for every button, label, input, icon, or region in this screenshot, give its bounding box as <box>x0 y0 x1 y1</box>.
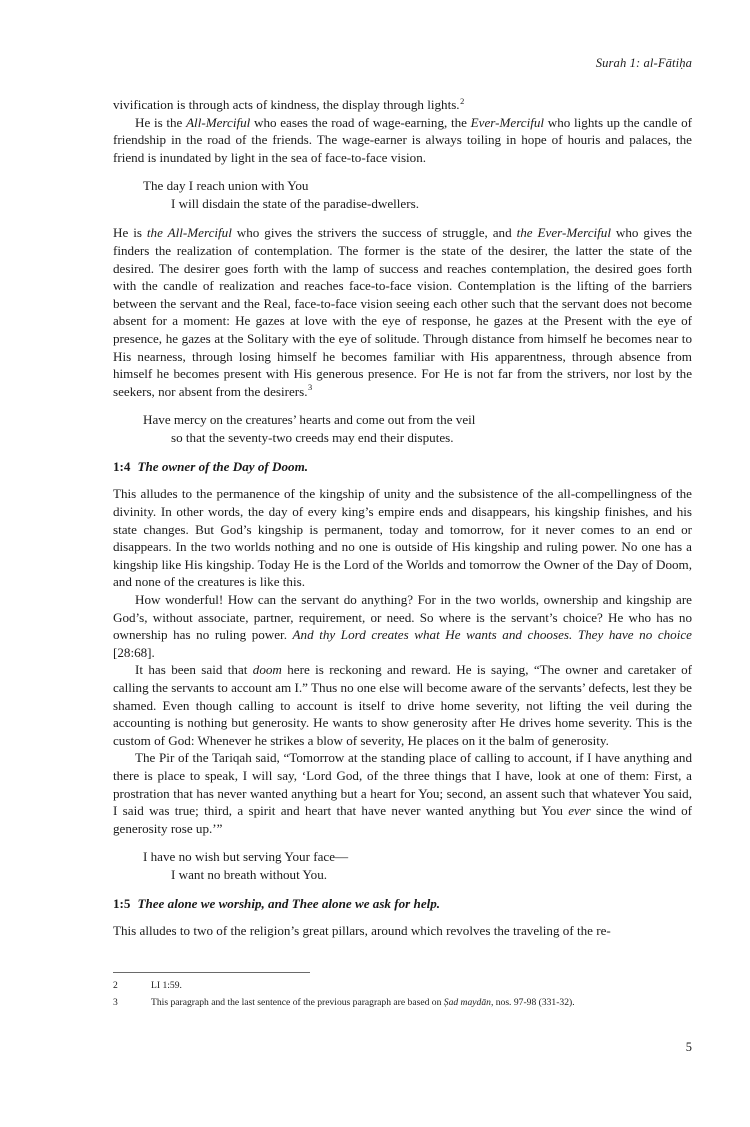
footnote-area <box>113 972 692 1012</box>
footnote-item <box>113 979 692 993</box>
verse-line: I will disdain the state of the paradise-dwellers. <box>171 196 419 212</box>
verse-line: The day I reach union with You <box>143 178 309 194</box>
footnote-number: 2 <box>113 980 118 991</box>
emphasis-doom: doom <box>252 662 282 678</box>
text-segment: who eases the road of wage-earning, the <box>250 114 471 130</box>
text-segment: He is the <box>135 114 187 130</box>
text-segment: who gives the strivers the success of struggle, and <box>231 225 517 241</box>
footnote-text: This paragraph and the last sentence of the previous paragraph are based on <box>151 996 444 1008</box>
footnote-source-title: Ṣad maydān <box>443 996 491 1008</box>
text-segment: [28:68]. <box>113 644 155 660</box>
verse-line: so that the seventy-two creeds may end their disputes. <box>171 430 454 446</box>
text-segment: here is reckoning and reward. He is saying, “The owner and caretaker of calling the servants to account am I.” Thus no one else will become aware of the servants’ defects, lest they be shamed. Even though calling to account is itself to drive home severity, not lifting the veil during the accounting is nothing but generosity. He wants to show generosity after He drives home severity. This is the custom of God: Whenever he strikes a blow of severity, He places on it the balm of generosity. <box>113 662 692 748</box>
text-segment: How wonderful! How can the servant do anything? For in the two worlds, ownership and kingship are God’s, without associate, partner, requirement, or need. So where is the servant’s choice? He who has no ownership has no ruling power. <box>113 591 692 643</box>
text-segment: The Pir of the Tariqah said, “Tomorrow at the standing place of calling to account, if I have anything and there is place to speak, I will say, ‘Lord God, of the three things that I have, look at one of them: First, a prostration that has never wanted anything but a heart for You; second, an assent such that whatever You said, I said was true; third, a spirit and heart that have never wanted anything but You <box>113 750 692 819</box>
verse-line: Have mercy on the creatures’ hearts and come out from the veil <box>143 412 476 428</box>
footnote-text: LI 1:59. <box>151 980 182 991</box>
ayah-number: 1:5 <box>113 896 131 912</box>
verse-line: I have no wish but serving Your face— <box>143 849 349 865</box>
ayah-heading-1-5 <box>113 896 692 912</box>
footnote-text: , nos. 97-98 (331-32). <box>490 996 575 1008</box>
text-segment: It has been said that <box>135 662 253 678</box>
footnote-item <box>113 996 692 1010</box>
footnote-marker-2[interactable]: 2 <box>460 96 465 106</box>
page-text-block <box>113 96 692 940</box>
footnote-marker-3[interactable]: 3 <box>308 383 313 393</box>
paragraph-permanence-of-kingship: This alludes to the permanence of the kingship of unity and the subsistence of the all-compellingness of the divinity. In other words, the day of every king’s empire ends and disappears, his kingship finishes, and his state changes. But God’s kingship is permanent, today and tomorrow, for it never comes to an end or disappears. In the two worlds nothing and no one is outside of His kingship and ruling power. No one has a kingship like His kingship. Today He is the Lord of the Worlds and tomorrow the Owner of the Day of Doom, and none of the creatures is like this. <box>113 486 692 590</box>
verse-block-have-mercy <box>113 411 692 447</box>
text-segment: who gives the finders the realization of contemplation. The former is the state of the desirer, the latter the state of the desired. The desirer goes forth with the lamp of success and reaches contemplation, the desired goes forth with the candle of realization and reaches face-to-face vision. Contemplation is the lifting of the barriers between the servant and the Real, face-to-face vision seeing each other such that the servant does not become absent for a moment: He gazes at love with the eye of response, he gazes at the Present with the eye of presence, he gazes at the Solitary with the eye of solitude. Through distance from himself he becomes near to His nearness, through losing himself he becomes familiar with His apparentness, through absence from himself he becomes present with His generous presence. For He is not far from the strivers, nor lost by the seekers, nor absent from the desirers. <box>113 225 692 399</box>
verse-block-union-with-you <box>113 177 692 213</box>
ayah-number: 1:4 <box>113 459 131 475</box>
emphasis-the-all-merciful: the All-Merciful <box>146 225 232 241</box>
emphasis-all-merciful: All-Merciful <box>186 114 251 130</box>
paragraph-strivers-and-finders <box>113 224 692 400</box>
page-number: 5 <box>685 1040 692 1054</box>
paragraph-all-merciful-wage-earning <box>113 114 692 167</box>
text-segment: who lights up the candle of friendship in the road of the friends. The wage-earner is always toiling in hope of houris and palaces, the friend is inundated by light in the sea of face-to-face vision. <box>113 114 692 165</box>
paragraph-text: vivification is through acts of kindness, the display through lights. <box>113 97 460 112</box>
ayah-text: The owner of the Day of Doom. <box>137 459 309 475</box>
emphasis-ever: ever <box>568 803 591 819</box>
paragraph-two-great-pillars: This alludes to two of the religion’s great pillars, around which revolves the traveling of the re- <box>113 923 611 939</box>
emphasis-ever-merciful: Ever-Merciful <box>470 114 545 130</box>
running-head: Surah 1: al-Fātiḥa <box>595 56 692 70</box>
paragraph-how-wonderful <box>113 591 692 661</box>
footnote-separator-rule <box>113 972 310 973</box>
verse-line: I want no breath without You. <box>171 867 328 883</box>
emphasis-the-ever-merciful: the Ever-Merciful <box>516 225 611 241</box>
text-segment: since the wind of generosity rose up.’” <box>113 803 692 836</box>
paragraph-pir-of-the-tariqah <box>113 749 692 837</box>
ayah-text: Thee alone we worship, and Thee alone we ask for help. <box>137 896 441 912</box>
paragraph-doom-is-reckoning <box>113 661 692 749</box>
quran-quote-28-68: And thy Lord creates what He wants and chooses. They have no choice <box>292 627 692 643</box>
ayah-heading-1-4 <box>113 459 692 475</box>
paragraph-continued <box>113 96 692 114</box>
verse-block-serving-your-face <box>113 848 692 884</box>
footnote-number: 3 <box>113 996 118 1008</box>
text-segment: He is <box>113 225 147 241</box>
